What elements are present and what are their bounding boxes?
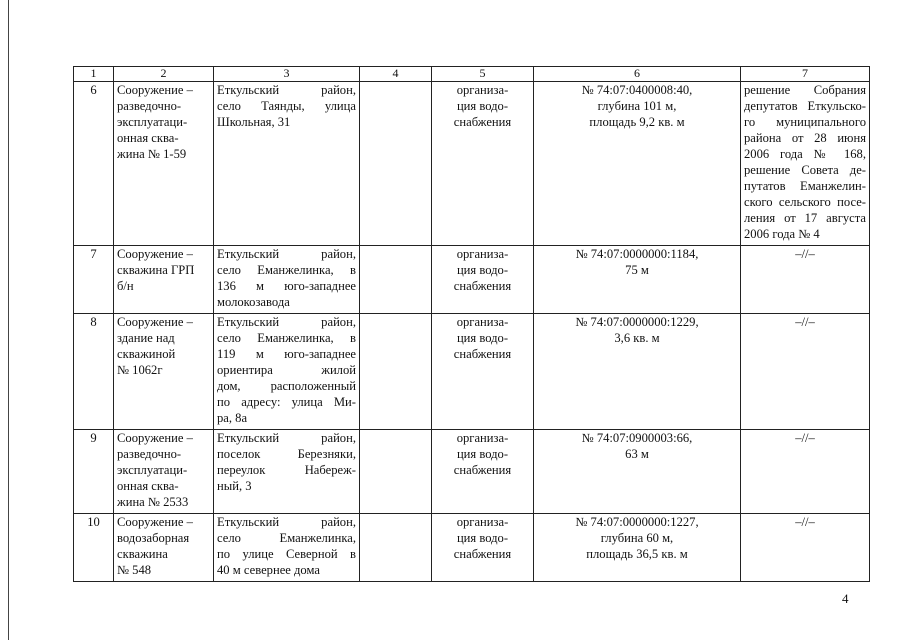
object-name-line: скважиной xyxy=(117,347,176,361)
object-name xyxy=(114,314,214,430)
object-address-line: Еткульский район, xyxy=(217,431,356,445)
object-characteristics-line: № 74:07:0400008:40, xyxy=(581,83,693,97)
object-characteristics xyxy=(534,514,741,582)
transfer-basis-line: депутатов Еткульско- xyxy=(744,99,866,113)
column-4-cell xyxy=(360,430,432,514)
column-header: 3 xyxy=(214,67,360,82)
transfer-basis-line: –//– xyxy=(795,315,815,329)
recipient-organization-line: снабжения xyxy=(453,547,512,561)
recipient-organization-line: организа- xyxy=(456,315,509,329)
recipient-organization xyxy=(432,314,534,430)
recipient-organization-line: снабжения xyxy=(453,347,512,361)
row-number: 9 xyxy=(74,430,114,514)
recipient-organization-line: организа- xyxy=(456,431,509,445)
recipient-organization-line: ция водо- xyxy=(456,447,509,461)
column-header: 6 xyxy=(534,67,741,82)
object-address-line: 136 м юго-западнее xyxy=(217,279,356,293)
recipient-organization-line: снабжения xyxy=(453,463,512,477)
object-address-line: дом, расположенный xyxy=(217,379,356,393)
transfer-basis xyxy=(741,246,870,314)
object-characteristics-line: № 74:07:0000000:1227, xyxy=(575,515,699,529)
transfer-basis-line: –//– xyxy=(795,515,815,529)
object-address-line: Еткульский район, xyxy=(217,315,356,329)
object-name-line: жина № 2533 xyxy=(117,495,189,509)
table-row xyxy=(74,314,870,430)
object-address-line: по улице Северной в xyxy=(217,547,356,561)
recipient-organization-line: ция водо- xyxy=(456,531,509,545)
object-name xyxy=(114,430,214,514)
object-address-line: молокозавода xyxy=(217,295,290,309)
recipient-organization xyxy=(432,514,534,582)
transfer-basis-line: путатов Еманжелин- xyxy=(744,179,866,193)
object-address-line: Еткульский район, xyxy=(217,247,356,261)
column-4-cell xyxy=(360,314,432,430)
object-address xyxy=(214,82,360,246)
object-address-line: 40 м севернее дома xyxy=(217,563,320,577)
recipient-organization-line: ция водо- xyxy=(456,99,509,113)
object-address-line: по адресу: улица Ми- xyxy=(217,395,356,409)
recipient-organization-line: снабжения xyxy=(453,115,512,129)
table-row xyxy=(74,246,870,314)
column-header: 1 xyxy=(74,67,114,82)
transfer-basis xyxy=(741,430,870,514)
object-name-line: Сооружение – xyxy=(117,431,193,445)
transfer-basis-line: 2006 года № 4 xyxy=(744,227,820,241)
transfer-basis-line: решение Совета де- xyxy=(744,163,866,177)
transfer-basis xyxy=(741,514,870,582)
object-address-line: переулок Набереж- xyxy=(217,463,356,477)
object-name-line: б/н xyxy=(117,279,134,293)
transfer-basis xyxy=(741,314,870,430)
object-address-line: село Таянды, улица xyxy=(217,99,356,113)
object-characteristics-line: 3,6 кв. м xyxy=(614,331,660,345)
row-number: 8 xyxy=(74,314,114,430)
object-name-line: Сооружение – xyxy=(117,83,193,97)
object-address xyxy=(214,314,360,430)
object-name-line: скважина xyxy=(117,547,168,561)
column-4-cell xyxy=(360,82,432,246)
recipient-organization-line: снабжения xyxy=(453,279,512,293)
object-address-line: поселок Березняки, xyxy=(217,447,356,461)
object-address xyxy=(214,430,360,514)
object-name-line: № 1062г xyxy=(117,363,163,377)
object-characteristics-line: площадь 36,5 кв. м xyxy=(586,547,688,561)
object-name xyxy=(114,82,214,246)
object-name-line: разведочно- xyxy=(117,99,182,113)
transfer-basis-line: решение Собрания xyxy=(744,83,866,97)
object-address-line: ный, 3 xyxy=(217,479,252,493)
column-number-row xyxy=(74,67,870,82)
object-address-line: Школьная, 31 xyxy=(217,115,291,129)
transfer-basis-line: района от 28 июня xyxy=(744,131,866,145)
object-address-line: село Еманжелинка, xyxy=(217,531,356,545)
transfer-basis-line: –//– xyxy=(795,247,815,261)
object-characteristics xyxy=(534,82,741,246)
object-address-line: Еткульский район, xyxy=(217,83,356,97)
object-name-line: Сооружение – xyxy=(117,247,193,261)
object-name-line: водозаборная xyxy=(117,531,190,545)
recipient-organization-line: ция водо- xyxy=(456,331,509,345)
column-4-cell xyxy=(360,246,432,314)
object-address-line: 119 м юго-западнее xyxy=(217,347,356,361)
object-characteristics-line: № 74:07:0000000:1184, xyxy=(575,247,699,261)
object-characteristics xyxy=(534,430,741,514)
object-name-line: разведочно- xyxy=(117,447,182,461)
recipient-organization-line: организа- xyxy=(456,515,509,529)
object-characteristics-line: 63 м xyxy=(625,447,649,461)
object-characteristics xyxy=(534,246,741,314)
object-name-line: онная сква- xyxy=(117,131,179,145)
column-header: 5 xyxy=(432,67,534,82)
recipient-organization-line: организа- xyxy=(456,83,509,97)
object-name-line: жина № 1-59 xyxy=(117,147,187,161)
object-characteristics-line: 75 м xyxy=(625,263,649,277)
object-address xyxy=(214,514,360,582)
object-address-line: Еткульский район, xyxy=(217,515,356,529)
transfer-basis-line: го муниципального xyxy=(744,115,866,129)
row-number: 6 xyxy=(74,82,114,246)
object-name-line: эксплуатаци- xyxy=(117,115,188,129)
page-number: 4 xyxy=(842,591,849,606)
recipient-organization xyxy=(432,82,534,246)
row-number: 10 xyxy=(74,514,114,582)
object-address-line: ра, 8а xyxy=(217,411,248,425)
recipient-organization xyxy=(432,430,534,514)
object-name-line: эксплуатаци- xyxy=(117,463,188,477)
object-name-line: онная сква- xyxy=(117,479,179,493)
object-characteristics-line: глубина 60 м, xyxy=(600,531,674,545)
object-address-line: село Еманжелинка, в xyxy=(217,263,356,277)
object-name-line: скважина ГРП xyxy=(117,263,195,277)
transfer-basis-line: –//– xyxy=(795,431,815,445)
column-header: 4 xyxy=(360,67,432,82)
row-number: 7 xyxy=(74,246,114,314)
transfer-basis-line: 2006 года № 168, xyxy=(744,147,866,161)
table-row xyxy=(74,514,870,582)
object-name-line: Сооружение – xyxy=(117,515,193,529)
recipient-organization-line: организа- xyxy=(456,247,509,261)
object-name-line: Сооружение – xyxy=(117,315,193,329)
column-header: 2 xyxy=(114,67,214,82)
object-name xyxy=(114,246,214,314)
table-row xyxy=(74,430,870,514)
column-header: 7 xyxy=(741,67,870,82)
registry-table xyxy=(73,66,870,582)
transfer-basis-line: ского сельского посе- xyxy=(744,195,866,209)
recipient-organization-line: ция водо- xyxy=(456,263,509,277)
object-characteristics-line: глубина 101 м, xyxy=(597,99,677,113)
table-row xyxy=(74,82,870,246)
recipient-organization xyxy=(432,246,534,314)
object-characteristics xyxy=(534,314,741,430)
binding-margin-line xyxy=(8,0,9,640)
column-4-cell xyxy=(360,514,432,582)
object-address xyxy=(214,246,360,314)
transfer-basis xyxy=(741,82,870,246)
object-characteristics-line: площадь 9,2 кв. м xyxy=(589,115,685,129)
object-address-line: село Еманжелинка, в xyxy=(217,331,356,345)
object-name-line: № 548 xyxy=(117,563,152,577)
transfer-basis-line: ления от 17 августа xyxy=(744,211,866,225)
object-characteristics-line: № 74:07:0000000:1229, xyxy=(575,315,699,329)
object-name-line: здание над xyxy=(117,331,175,345)
object-address-line: ориентира жилой xyxy=(217,363,356,377)
object-name xyxy=(114,514,214,582)
object-characteristics-line: № 74:07:0900003:66, xyxy=(581,431,693,445)
